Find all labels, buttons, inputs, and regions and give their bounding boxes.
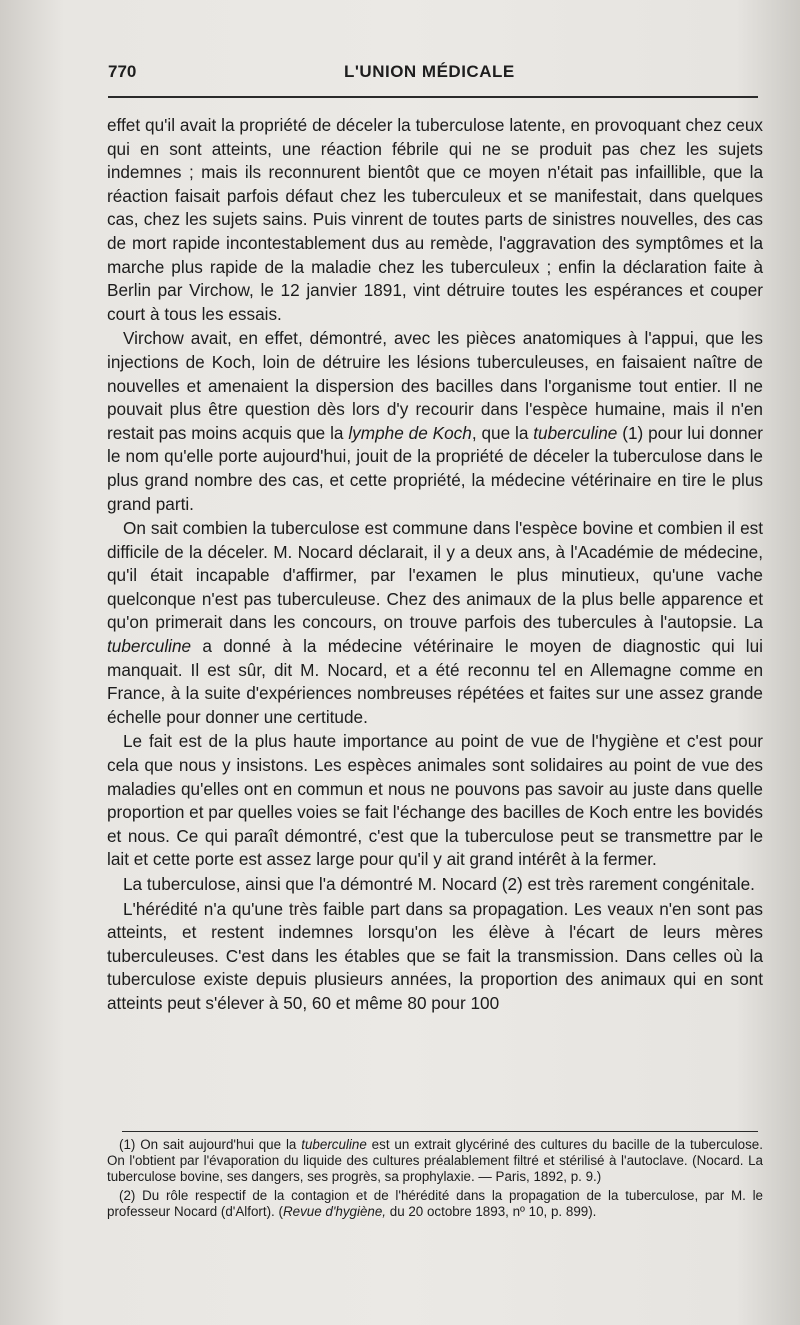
footnote-1: [107, 1137, 763, 1186]
paragraph-4: Le fait est de la plus haute importance au point de vue de l'hygiène et c'est pour cela que nous y insistons. Les espèces animales sont solidaires au point de vue des maladies qu'elles ont en commun et nous ne pouvons pas savoir au juste dans quelle proportion et par quelles voies se fait l'échange des bacilles de Koch entre les bovidés et nous. Ce qui paraît démontré, c'est que la tuberculose peut se transmettre par le lait et cette porte est assez large pour qu'il y ait grand intérêt à la fermer.: [107, 731, 763, 870]
paragraph-3: [107, 517, 763, 729]
paragraph-2: [107, 327, 763, 516]
footnote-2: [107, 1188, 763, 1220]
paragraph-1: effet qu'il avait la propriété de déceler la tuberculose latente, en provoquant chez ceux qui en sont atteints, une réaction fébrile qui ne se produit pas chez les sujets indemnes ; mais ils reconnurent bientôt que ce moyen n'était pas infaillible, que la réaction faisait parfois défaut chez les tuberculeux et se manifestait, dans quelques cas, chez les sujets sains. Puis vinrent de toutes parts de sinistres nouvelles, des cas de mort rapide incontestablement dus au remède, l'aggravation des symptômes et la marche plus rapide de la maladie chez les tuberculeux ; enfin la déclaration faite à Berlin par Virchow, le 12 janvier 1891, vint détruire toutes les espérances et couper court à tous les essais.: [107, 115, 763, 324]
footnotes: [107, 1137, 763, 1222]
footnote-1-italic: tuberculine: [301, 1137, 367, 1152]
header-rule: [108, 96, 758, 98]
footnote-2-start: (2) Du rôle respectif de la contagion et de l'hérédité dans la propagation de la tuberculose, par M. le professeur Nocard (d'Alfort). (: [107, 1187, 763, 1219]
paragraph-5: La tuberculose, ainsi que l'a démontré M. Nocard (2) est très rarement congénitale.: [123, 874, 755, 894]
paragraph-2-end: (1) pour lui donner le nom qu'elle porte aujourd'hui, jouit de la propriété de déceler la tuberculose dans le plus grand nombre des cas, et cette propriété, la médecine vétérinaire en tire le plus grand parti.: [107, 422, 763, 514]
footnote-1-start: (1) On sait aujourd'hui que la: [119, 1137, 297, 1152]
paragraph-2-mid: , que la: [471, 422, 529, 443]
footnote-1-end: est un extrait glycériné des cultures du bacille de la tuberculose. On l'obtient par l'évaporation du liquide des cultures préalablement filtré et stérilisé à l'autoclave. (Nocard. La tuberculose bovine, ses dangers, ses progrès, sa prophylaxie. — Paris, 1892, p. 9.): [107, 1137, 763, 1185]
page-header: [108, 58, 758, 88]
paragraph-3-text: On sait combien la tuberculose est commune dans l'espèce bovine et combien il est difficile de la déceler. M. Nocard déclarait, il y a deux ans, à l'Académie de médecine, qu'il était incapable d'affirmer, par l'examen le plus minutieux, qu'une vache quelconque n'est pas tuberculeuse. Chez des animaux de la plus belle apparence et qu'on primerait dans les concours, on trouve parfois des tubercules à l'autopsie. La: [107, 518, 763, 633]
paragraph-2-italic-tuberculine: tuberculine: [533, 422, 618, 443]
page-number: 770: [108, 62, 137, 81]
paragraph-6: L'hérédité n'a qu'une très faible part dans sa propagation. Les veaux n'en sont pas atteints, et restent indemnes lorsqu'on les élève à l'écart de leurs mères tuberculeuses. C'est dans les étables que se fait la transmission. Dans celles où la tuberculose existe depuis plusieurs années, la proportion des animaux qui en sont atteints peut s'élever à 50, 60 et même 80 pour 100: [107, 898, 763, 1013]
footnote-2-end: du 20 octobre 1893, nº 10, p. 899).: [389, 1203, 597, 1219]
paragraph-2-italic-lymphe: lymphe de Koch: [348, 422, 472, 443]
paragraph-2-text: Virchow avait, en effet, démontré, avec les pièces anatomiques à l'appui, que les injections de Koch, loin de détruire les lésions tuberculeuses, en faisaient naître de nouvelles et amenaient la dispersion des bacilles dans l'organisme tout entier. Il ne pouvait plus être question dès lors d'y recourir dans l'espèce humaine, mais il n'en restait pas moins acquis que la: [107, 328, 763, 443]
paragraph-3-end: a donné à la médecine vétérinaire le moyen de diagnostic qui lui manquait. Il est sûr, dit M. Nocard, et a été reconnu tel en Allemagne comme en France, à la suite d'expériences nombreuses répétées et faites sur une assez grande échelle pour donner une certitude.: [107, 636, 763, 727]
footnote-rule: [122, 1131, 758, 1132]
paragraph-3-italic-tuberculine: tuberculine: [107, 636, 192, 657]
footnote-2-italic: Revue d'hygiène,: [282, 1203, 387, 1219]
running-title: L'UNION MÉDICALE: [344, 62, 515, 81]
body-text: [107, 114, 763, 1017]
